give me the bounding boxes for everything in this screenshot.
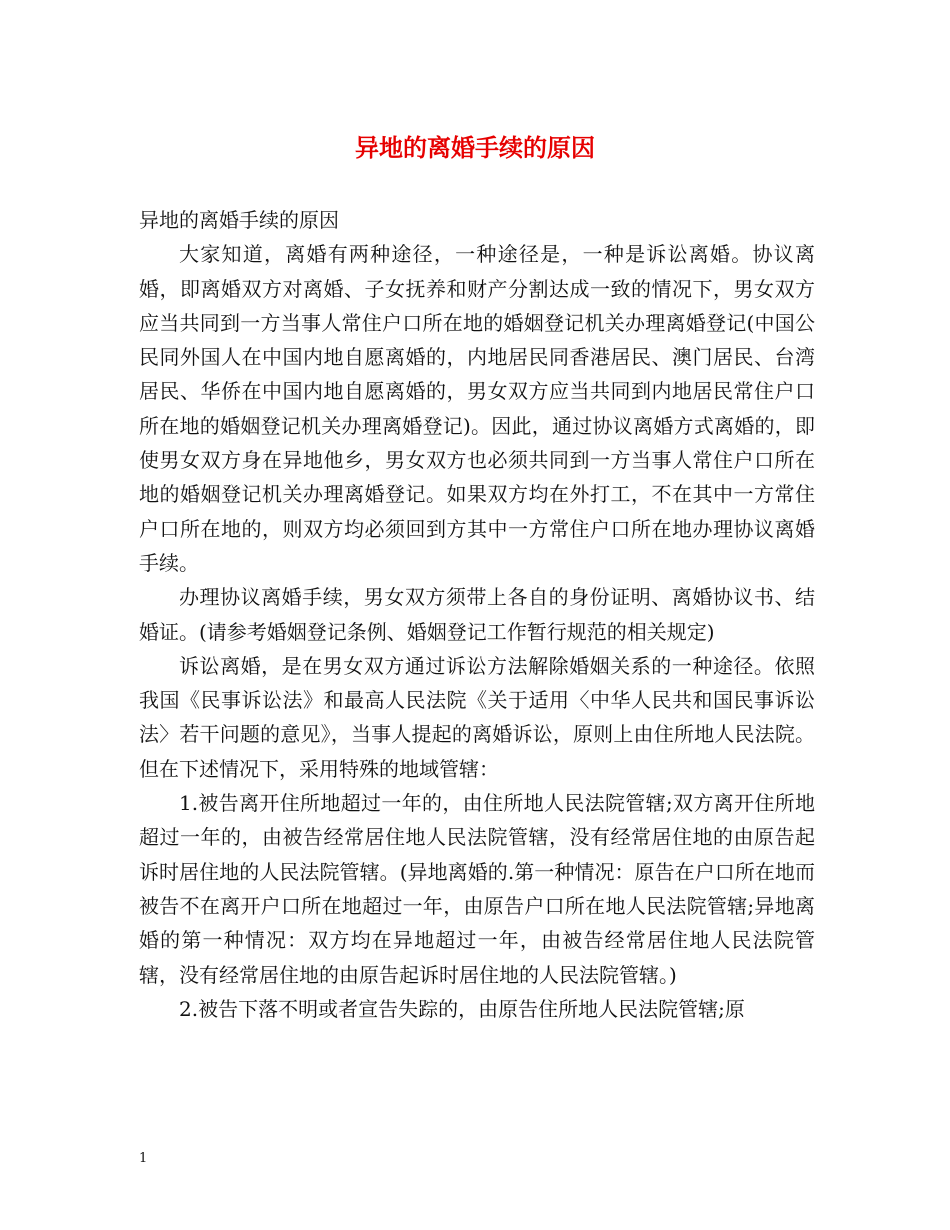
paragraph-4: 1.被告离开住所地超过一年的，由住所地人民法院管辖;双方离开住所地超过一年的，由被告经常居住地人民法院管辖，没有经常居住地的由原告起诉时居住地的人民法院管辖。(异地离婚的.第一种情况：原告在户口所在地而被告不在离开户口所在地超过一年，由原告户口所在地人民法院管辖;异地离婚的第一种情况：双方均在异地超过一年，由被告经常居住地人民法院管辖，没有经常居住地的由原告起诉时居住地的人民法院管辖。)	[139, 791, 815, 987]
paragraph-2: 办理协议离婚手续，男女双方须带上各自的身份证明、离婚协议书、结婚证。(请参考婚姻登记条例、婚姻登记工作暂行规范的相关规定)	[139, 585, 815, 644]
document-title: 异地的离婚手续的原因	[355, 133, 595, 162]
paragraph-1: 大家知道，离婚有两种途径，一种途径是，一种是诉讼离婚。协议离婚，即离婚双方对离婚、子女抚养和财产分割达成一致的情况下，男女双方应当共同到一方当事人常住户口所在地的婚姻登记机关办理离婚登记(中国公民同外国人在中国内地自愿离婚的，内地居民同香港居民、澳门居民、台湾居民、华侨在中国内地自愿离婚的，男女双方应当共同到内地居民常住户口所在地的婚姻登记机关办理离婚登记)。因此，通过协议离婚方式离婚的，即使男女双方身在异地他乡，男女双方也必须共同到一方当事人常住户口所在地的婚姻登记机关办理离婚登记。如果双方均在外打工，不在其中一方常住户口所在地的，则双方均必须回到方其中一方常住户口所在地办理协议离婚手续。	[139, 242, 815, 575]
paragraph-5: 2.被告下落不明或者宣告失踪的，由原告住所地人民法院管辖;原	[179, 996, 745, 1021]
document-subtitle: 异地的离婚手续的原因	[139, 208, 339, 232]
document-body	[139, 203, 815, 1026]
page-number: 1	[139, 1151, 148, 1166]
paragraph-3: 诉讼离婚，是在男女双方通过诉讼方法解除婚姻关系的一种途径。依照我国《民事诉讼法》和最高人民法院《关于适用〈中华人民共和国民事诉讼法〉若干问题的意见》，当事人提起的离婚诉讼，原则上由住所地人民法院。但在下述情况下，采用特殊的地域管辖：	[139, 653, 815, 781]
